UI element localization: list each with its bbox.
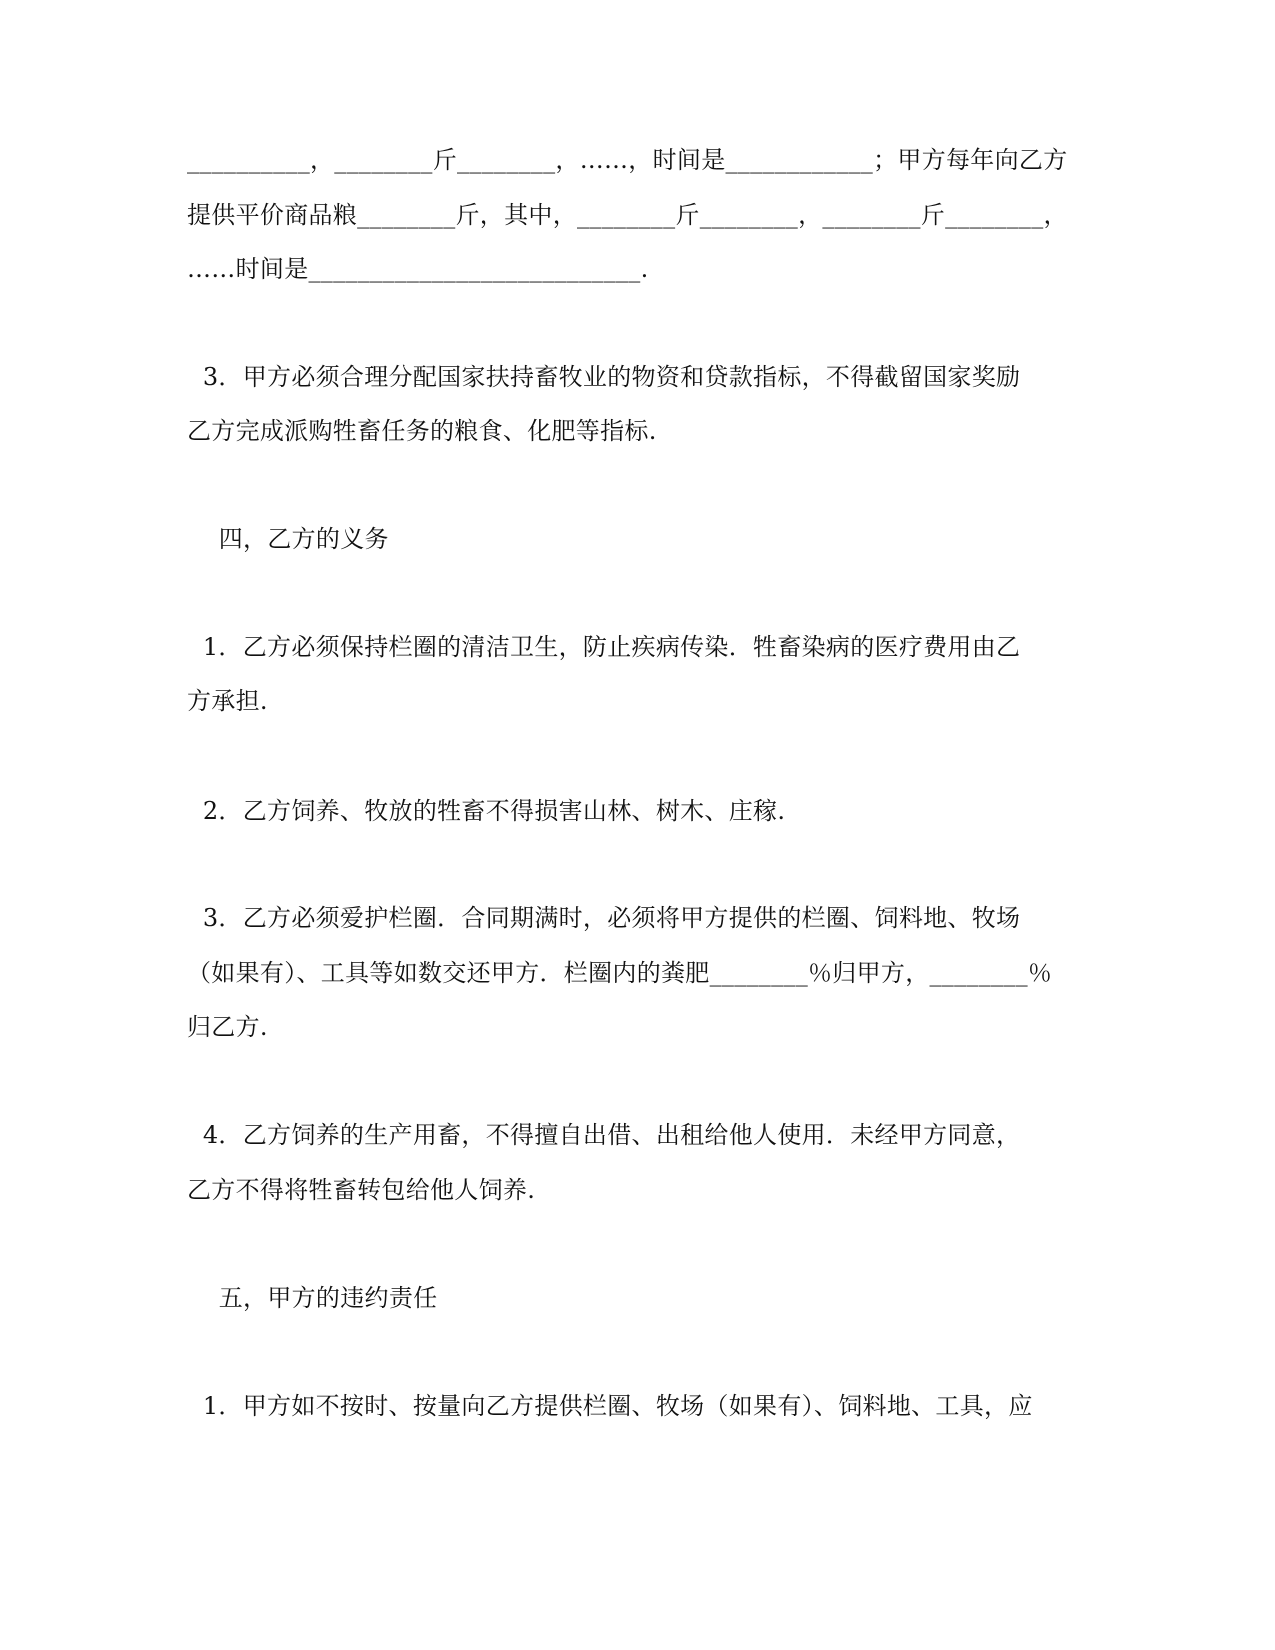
clause-3-line-1: 3．甲方必须合理分配国家扶持畜牧业的物资和贷款指标，不得截留国家奖励: [187, 363, 1021, 391]
section-heading-5: 五，甲方的违约责任: [187, 1284, 438, 1312]
clause-3-line-2: 乙方完成派购牲畜任务的粮食、化肥等指标.: [187, 417, 657, 445]
clause-1-line-1: 1．乙方必须保持栏圈的清洁卫生，防止疾病传染．牲畜染病的医疗费用由乙: [187, 633, 1021, 661]
text-line-3: ……时间是___________________________.: [187, 255, 649, 283]
clause-4-line-2: 乙方不得将牲畜转包给他人饲养.: [187, 1176, 536, 1204]
clause-3b-line-3: 归乙方.: [187, 1013, 268, 1041]
clause-2-line-1: 2．乙方饲养、牧放的牲畜不得损害山林、树木、庄稼.: [187, 797, 786, 825]
clause-1-line-2: 方承担.: [187, 687, 268, 715]
text-line-1: __________，________斤________，……，时间是____________；甲方每年向乙方: [187, 146, 1068, 174]
text-line-2: 提供平价商品粮________斤，其中，________斤________，________斤________，: [187, 201, 1068, 229]
clause-4-line-1: 4．乙方饲养的生产用畜，不得擅自出借、出租给他人使用．未经甲方同意，: [187, 1121, 1021, 1149]
clause-5-1-line-1: 1．甲方如不按时、按量向乙方提供栏圈、牧场（如果有）、饲料地、工具，应: [187, 1392, 1033, 1420]
clause-3b-line-1: 3．乙方必须爱护栏圈．合同期满时，必须将甲方提供的栏圈、饲料地、牧场: [187, 904, 1021, 932]
section-heading-4: 四，乙方的义务: [187, 525, 389, 553]
clause-3b-line-2: （如果有）、工具等如数交还甲方．栏圈内的粪肥________％归甲方，________％: [187, 959, 1053, 987]
